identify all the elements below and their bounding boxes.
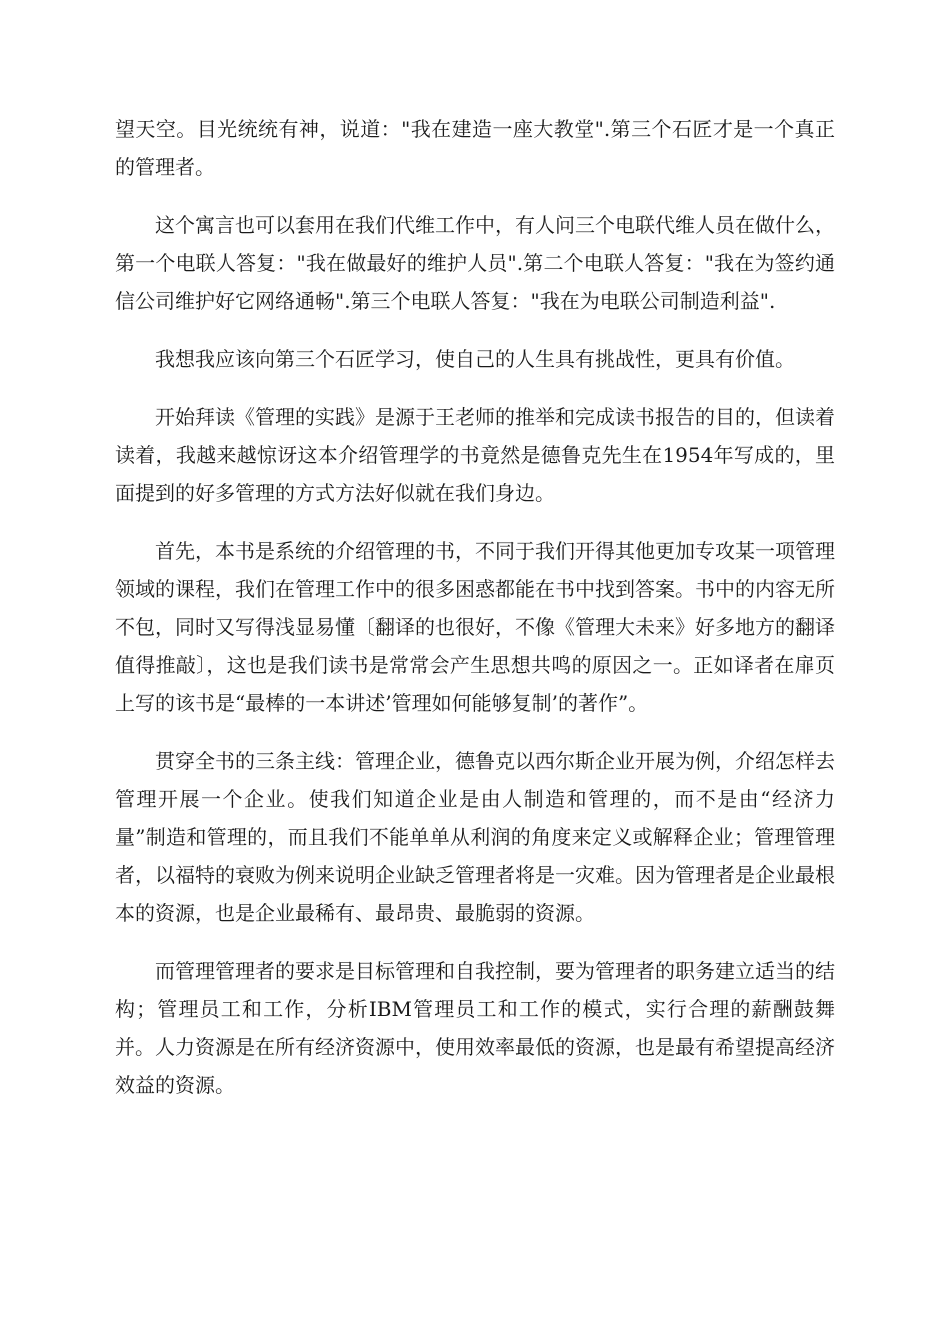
paragraph-3: 我想我应该向第三个石匠学习，使自己的人生具有挑战性，更具有价值。 [155,347,795,371]
paragraph-4: 开始拜读《管理的实践》是源于王老师的推举和完成读书报告的目的，但读着读着，我越来越惊讶这本介绍管理学的书竟然是德鲁克先生在1954年写成的，里面提到的好多管理的方式方法好似就在我们身边。 [115,405,835,505]
paragraph-6: 贯穿全书的三条主线：管理企业，德鲁克以西尔斯企业开展为例，介绍怎样去管理开展一个企业。使我们知道企业是由人制造和管理的，而不是由“经济力量”制造和管理的，而且我们不能单单从利润的角度来定义或解释企业；管理管理者，以福特的衰败为例来说明企业缺乏管理者将是一灾难。因为管理者是企业最根本的资源，也是企业最稀有、最昂贵、最脆弱的资源。 [115,749,835,925]
paragraph-1: 望天空。目光统统有神，说道："我在建造一座大教堂".第三个石匠才是一个真正的管理者。 [115,117,835,179]
paragraph-2: 这个寓言也可以套用在我们代维工作中，有人问三个电联代维人员在做什么，第一个电联人答复："我在做最好的维护人员".第二个电联人答复："我在为签约通信公司维护好它网络通畅".第三个电联人答复："我在为电联公司制造利益". [115,213,835,313]
paragraph-7: 而管理管理者的要求是目标管理和自我控制，要为管理者的职务建立适当的结构；管理员工和工作，分析IBM管理员工和工作的模式，实行合理的薪酬鼓舞并。人力资源是在所有经济资源中，使用效率最低的资源，也是最有希望提高经济效益的资源。 [115,959,835,1097]
paragraph-5: 首先，本书是系统的介绍管理的书，不同于我们开得其他更加专攻某一项管理领域的课程，我们在管理工作中的很多困惑都能在书中找到答案。书中的内容无所不包，同时又写得浅显易懂〔翻译的也很好，不像《管理大未来》好多地方的翻译值得推敲〕，这也是我们读书是常常会产生思想共鸣的原因之一。正如译者在扉页上写的该书是“最棒的一本讲述’管理如何能够复制’的著作”。 [115,539,835,715]
document-body [115,110,835,1124]
